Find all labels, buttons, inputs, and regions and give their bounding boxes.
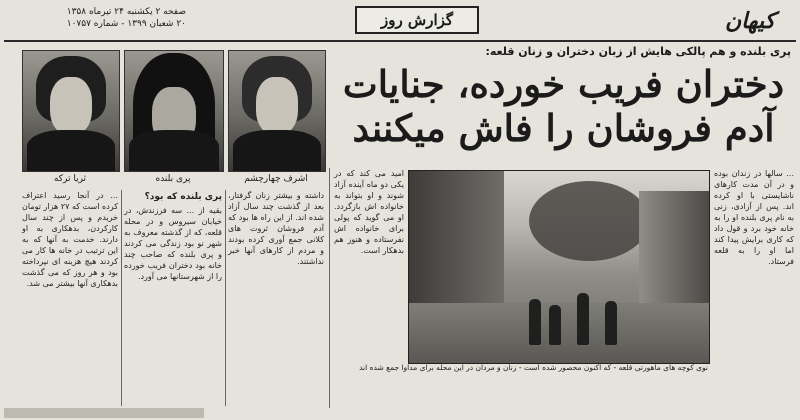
issue-date-line2: ۲۰ شعبان ۱۳۹۹ - شماره ۱۰۷۵۷ (66, 19, 186, 29)
section-label: گزارش روز (380, 11, 454, 29)
header-rule (4, 40, 796, 42)
body-column-4 (334, 168, 404, 408)
column-divider (225, 190, 226, 406)
article-kicker: پری بلنده و هم پالکی هایش از زبان دختران و زنان قلعه: (485, 45, 791, 58)
body-column-2-subheading: پری بلنده که بود؟ (144, 192, 222, 202)
headline-line-2: آدم فروشان را فاش میکنند (352, 106, 775, 150)
body-column-4-text: امید می کند که در یکی دو ماه آینده آزاد شوند و او بتواند به خانواده اش بازگردد. او می گوید که پولی برای خانواده اش نفرستاده و هنوز هم بدهکار است. (334, 169, 404, 255)
article-headline (336, 62, 791, 150)
body-column-1 (22, 190, 118, 406)
headline-line-1: دختران فریب خورده، جنایات (342, 62, 785, 106)
logo-text: کیهان (724, 8, 776, 34)
portrait-photo-center (124, 50, 224, 172)
newspaper-logo (708, 6, 792, 36)
photo-caption-right: اشرف چهارچشم (244, 174, 308, 184)
section-label-box (355, 6, 479, 34)
street-photo (408, 170, 710, 364)
issue-date-line1: صفحه ۲ یکشنبه ۲۴ تیرماه ۱۳۵۸ (66, 7, 186, 17)
body-column-3 (228, 190, 324, 406)
portrait-photo-left (22, 50, 120, 172)
body-column-2-text: بقیه از ... سه فرزندش، در خیابان سیروس و در محله قلعه، که از گذشته معروف به شهر نو بود زندگی می کردند و پری بلنده که صاحب چند خانه بود دختران فریب خورده را از شهرستانها می آورد. (124, 206, 222, 281)
body-column-5 (714, 168, 794, 408)
footer-strip (4, 408, 204, 418)
body-column-1-text: ... در آنجا رسید اعتراف کرده است که ۲۷ هزار تومان خریدم و پس از چند سال کارکردن، بدهکاری به او دارند. خدمت به آنها که به این ترتیب در خانه ها کار می کردند هیچ هزینه ای نپرداخته بود و هر روز که می گذشت بدهکاری آنها بیشتر می شد. (22, 191, 118, 288)
body-column-5-text: ... سالها در زندان بوده و در آن مدت کارهای ناشایستی با او کرده اند. پس از آزادی، زنی به نام پری بلنده او را به خانه خود برد و قول داد که کاری برایش پیدا کند اما او را به قلعه فرستاد. (714, 169, 794, 266)
photo-caption-center: پری بلنده (155, 174, 191, 184)
street-photo-caption: نوی کوچه های ماهورتی قلعه - که اکنون محصور شده است - زنان و مردان در این محله برای مداوا جمع شده اند (359, 363, 708, 372)
portrait-photo-right (228, 50, 326, 172)
photo-caption-left: ثریا ترکه (53, 174, 87, 184)
column-divider (121, 190, 122, 406)
column-divider (329, 168, 330, 408)
body-column-2 (124, 190, 222, 406)
issue-date (6, 6, 186, 30)
body-column-3-text: داشته و بیشتر زنان گرفتار، بعد از گذشت چند سال آزاد شده اند. از این راه ها بود که آدم فروشان ثروت های کلانی جمع آوری کرده بودند و مردم از کارهای آنها خبر نداشتند. (228, 191, 324, 266)
